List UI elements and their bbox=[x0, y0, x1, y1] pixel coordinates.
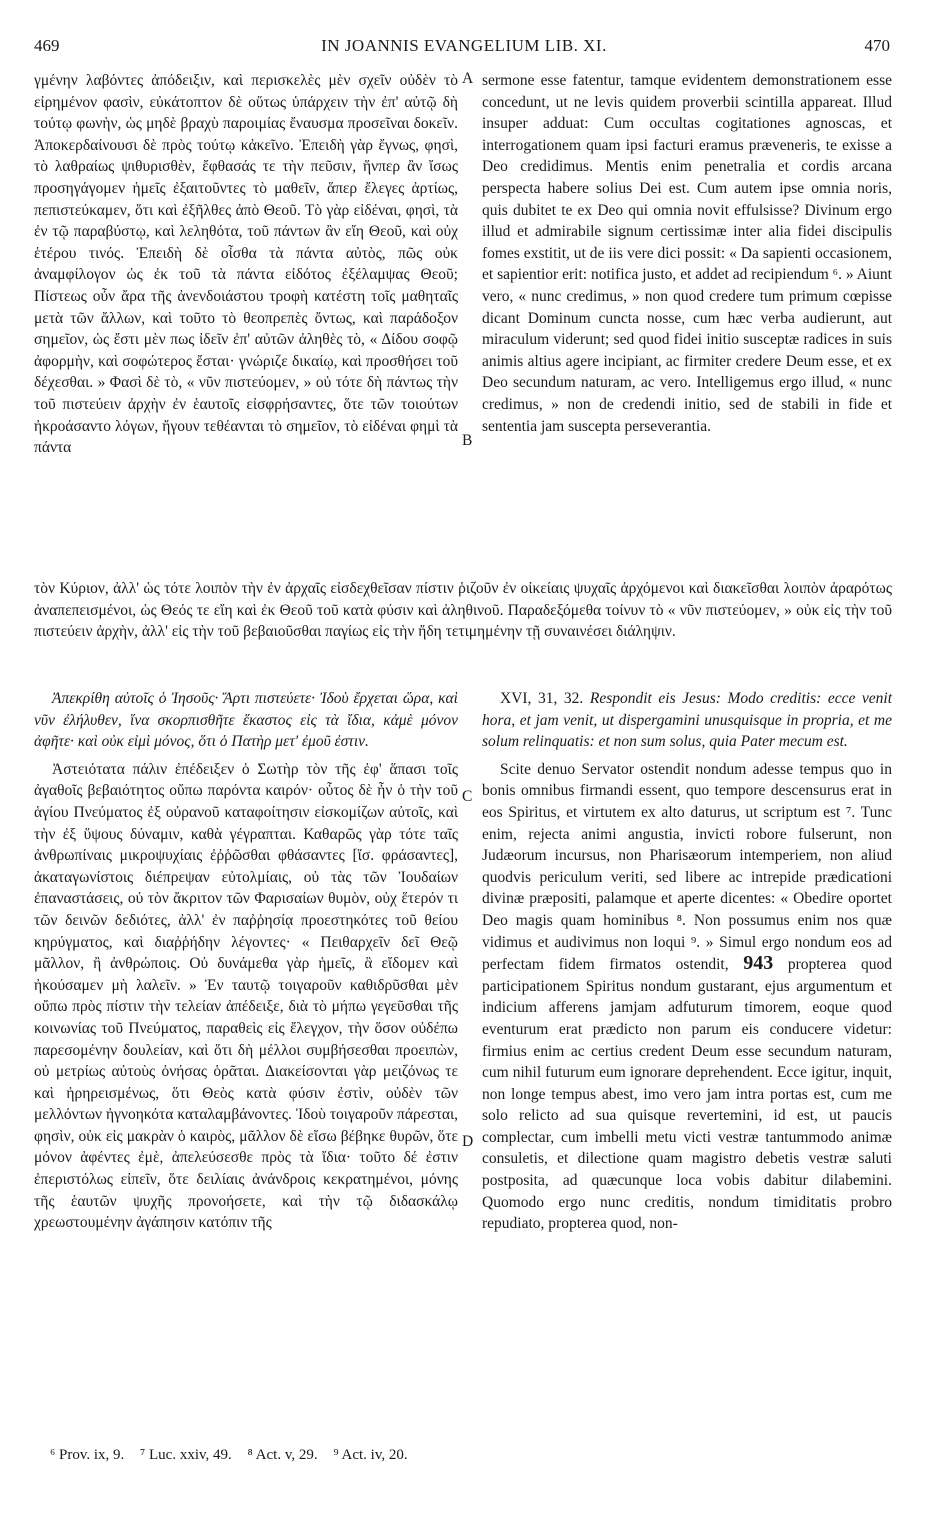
running-title: IN JOANNIS EVANGELIUM LIB. XI. bbox=[321, 36, 607, 55]
greek-lemma: Ἀπεκρίθη αὐτοῖς ὁ Ἰησοῦς· Ἄρτι πιστεύετε· Ἰδοὺ ἔρχεται ὥρα, καὶ νῦν ἐλήλυθεν, ἵνα σκορπισθῆτε ἕκαστος εἰς τὰ ἴδια, κἀμὲ μόνον ἀφῆτε· καὶ οὐκ εἰμὶ μόνος, ὅτι ὁ Πατὴρ μετ' ἐμοῦ ἐστιν. bbox=[34, 690, 458, 751]
latin-column-bottom bbox=[482, 688, 892, 1235]
latin-paragraph-2a: Scite denuo Servator ostendit nondum adesse tempus quo in bonis omnibus firmandi essent, quo tempore descensurus erat in eos Spiritus, et virtutem ex alto daturus, ut scriptum est ⁷. Tunc enim, rejecta animi angustia, invicti robore fulserunt, non Judæorum incursus, non Pharisæorum intemperiem, non aliud quodvis periculum veriti, sed libere ac intrepide prædicationi divinæ præpositi, palamque et aperte dicentes: « Obedire oportet Deo magis quam hominibus ⁸. Non possumus enim nos quæ vidimus et audivimus non loqui ⁹. » Simul ergo nondum eos ad perfectam fidem firmatos ostendit, bbox=[482, 760, 892, 974]
latin-paragraph-2b: propterea quod participationem Spiritus nondum gustarant, ejus argumentum et indicium afferens jamjam adfuturum timorem, eoque quod eventurum erat prædicto non parum eis conducere videtur: firmius enim ac certius credent Deum esse secundum naturam, cum nihil futurum eum ignorare deprehendent. Ecce igitur, inquit, non longe tempus abest, imo vero jam intra portas est, cum me solo relicto ad sua quisque revertemini, id est, ut paucis complectar, cum imbelli metu victi vestræ tantummodo animæ consuletis, et dilectione quam magistro debetis vestræ saluti postposita, ad quæcunque loca vobis dabitur dilabemini. Quomodo ergo nunc creditis, nondum timiditatis probro repudiato, propterea quod, non- bbox=[482, 956, 892, 1233]
latin-column-top bbox=[482, 70, 892, 437]
marker-b: B bbox=[462, 432, 473, 449]
greek-paragraph-2: Ἀστειότατα πάλιν ἐπέδειξεν ὁ Σωτὴρ τὸν τῆς ἐφ' ἅπασι τοῖς ἀγαθοῖς βεβαιότητος οὔπω παρόντα καιρόν· οὗτος δὲ ἦν ὁ τὴν τοῦ ἁγίου Πνεύματος ἐξ οὐρανοῦ καταφοίτησιν εἰσκομίζων αὐτοῖς, καὶ τὴν ἐξ ὕψους δύναμιν, καθὰ γέγραπται. Καθαρῶς γὰρ τότε ταῖς ἀνθρωπίναις μικροψυχίαις ἐῤῥῶσθαι φθάσαντες [ἴσ. φράσαντες], ἀκαταγωνίστοις διέπρεψαν εὐτολμίαις, οὐ τὰς τῶν Ἰουδαίων ἐπαναστάσεις, οὐ τὸν ἄκριτον τῶν Φαρισαίων θυμὸν, οὐχ ἕτερόν τι τῶν δεινῶν δεδιότες, ἀλλ' ἐν παῤῥησίᾳ προεστηκότες τοῦ θείου κηρύγματος, καὶ διαῤῥήδην λέγοντες· « Πειθαρχεῖν δεῖ Θεῷ μᾶλλον, ἢ ἀνθρώποις. Οὐ δυνάμεθα γὰρ ἡμεῖς, ἃ εἴδομεν καὶ ἠκούσαμεν μὴ λαλεῖν. » Ἐν ταυτῷ τοιγαροῦν καθιδρῦσθαι μὲν οὔπω πρὸς πίστιν τὴν τελείαν ἀπέδειξε, διὰ τὸ μήπω γεγεῦσθαι τῆς κοινωνίας τοῦ Πνεύματος, παραθεὶς εἰς ἔλεγχον, τὴν ὅσον οὐδέπω παρεσομένην δουλείαν, καὶ ὅτι δὴ μέλλοι συμβήσεσθαι προειπὼν, οὐ μετρίως αὐτοὺς ὀνήσας ὁρᾶται. Διακείσονται γὰρ μειζόνως τε καὶ ἠρηρεισμένως, ὅτι Θεὸς κατὰ φύσιν ἐστὶν, οὐδὲν τῶν μελλόντων ἠγνοηκότα καταλαμβάνοντες. Ἰδοὺ τοιγαροῦν πάρεσται, φησὶν, οὐκ εἰς μακρὰν ὁ καιρὸς, μᾶλλον δὲ εἴσω βέβηκε θυρῶν, ὅτε μόνον ἀφέντες ἐμὲ, ἀπελεύσεσθε πρὸς τὰ ἴδια· τοῦτο δέ ἐστιν ἐπεριστόλως εἰπεῖν, ὅτε δειλίαις ἀνάνδροις κεκρατημένοι, μόνης τῆς ἑαυτῶν ψυχῆς προνοήσετε, καὶ τὴν τῷ διδασκάλῳ χρεωστουμένην ἀγάπησιν κατόπιν τῆς bbox=[34, 760, 458, 1232]
greek-column-top bbox=[34, 70, 458, 459]
greek-fullwidth-block bbox=[34, 578, 892, 643]
latin-lemma bbox=[482, 688, 892, 753]
latin-lemma-text: Respondit eis Jesus: Modo creditis: ecce venit hora, et jam venit, ut dispergamini unusquisque in propria, et me solum relinquatis: et non sum solus, quia Pater mecum est. bbox=[482, 690, 893, 751]
latin-paragraph-1: sermone esse fatentur, tamque evidentem demonstrationem esse concedunt, ut ne levis quidem proverbii scintilla appareat. Illud insuper adduat: Cum occultas cogitationes agnoscas, et interrogationem quam ipsi facturi eramus præveneris, te exisse a Deo credidimus. Mentis enim penetralia et cordis arcana perspecta habere solius Dei est. Cum autem ipse omnia noris, quis dubitet te ex Deo qui omnia novit effulsisse? Divinum ergo illud et admirabile signum certissimæ inter alia fidei discipulis fomes exstitit, ut de iis vere dici possit: « Da sapienti occasionem, et sapientior erit: notifica justo, et addet ad recipiendum ⁶. » Aiunt vero, « nunc credimus, » non quod credere tum primum cœpisse dicant Dominum cuncta nosse, cum hæc verba audierunt, aut miraculum viderunt; sed quod fidei initio susceptæ radices in suis animis altius agere incipiant, ac firmiter credere Deum esse, et ex Deo secundum naturam, ac vero. Intelligemus ergo illud, « nunc credimus, » non de credendi initio, sed de stabili in fide et sententia jam suscepta perseverantia. bbox=[482, 72, 892, 435]
greek-paragraph-1: γμένην λαβόντες ἀπόδειξιν, καὶ περισκελὲς μὲν σχεῖν οὐδὲν τὸ εἰρημένον φασὶν, εὐκάτοπτον δὲ οὕτως ὑπάρχειν τὴν ἐπ' αὐτῷ δὴ τούτῳ φωνὴν, ὡς μηδὲ βραχὺ παροιμίας ἔναυσμα προσεῖναι δοκεῖν. Ἀποκερδαίνουσι δὲ πρὸς τούτῳ κἀκεῖνο. Ἐπειδὴ γὰρ ἔγνως, φησὶ, τὸ λαθραίως ψιθυρισθὲν, ἔφθασάς τε τὴν πεῦσιν, ἥνπερ ἂν ἴσως προσηγάγομεν ἡμεῖς ἐξαιτοῦντες τὸ μαθεῖν, ἅπερ ἔλεγες ἀρτίως, πεπιστεύκαμεν, ὅτι καὶ ἐξῆλθες ἀπὸ Θεοῦ. Τὸ γὰρ εἰδέναι, φησὶ, τὰ ἐν τῷ παραβύστῳ, καὶ λεληθότα, τοῦ πάντων ἂν εἴη Θεοῦ, καὶ οὐχ ἑτέρου τινός. Ἐπειδὴ δὲ οἶσθα τὰ πάντα αὐτὸς, πῶς οὐκ ἀναμφίλογον ὡς ἐκ τοῦ τὰ πάντα εἰδότος ἐξέλαμψας Θεοῦ; Πίστεως οὖν ἄρα τῆς ἀνενδοιάστου τροφὴ κατέστη τοῖς μαθηταῖς μετὰ τῶν ἄλλων, καὶ τοῦτο τὸ θεοπρεπὲς ὄντως, καὶ παράδοξον σημεῖον, ὡς ἔστι μὲν πως ἰδεῖν ἐπ' αὐτῶν ἀληθὲς τὸ, « Δίδου σοφῷ ἀφορμὴν, καὶ σοφώτερος ἔσται· γνώριζε δικαίῳ, καὶ προσθήσει τοῦ δέχεσθαι. » Φασὶ δὲ τὸ, « νῦν πιστεύομεν, » οὐ τότε δὴ πάντως τὴν τοῦ πιστεύειν ἀρχὴν ἐν ἑαυτοῖς εἰσφρήσαντες, ὅτε τῶν τοιούτων ἠκροάσαντο λόγων, ἤγουν τεθέανται τὸ σημεῖον, τὸ εἰδέναι φημὶ τὰ πάντα bbox=[34, 72, 458, 457]
footnotes bbox=[50, 1447, 890, 1464]
greek-column-bottom bbox=[34, 688, 458, 1234]
footnote: ⁶ Prov. ix, 9. bbox=[50, 1447, 125, 1463]
running-header bbox=[0, 36, 928, 56]
marker-d: D bbox=[462, 1133, 474, 1150]
page-number-right: 470 bbox=[864, 36, 890, 55]
marker-a: A bbox=[462, 70, 474, 87]
latin-paragraph-2 bbox=[482, 759, 892, 1235]
footnote: ⁸ Act. v, 29. bbox=[247, 1447, 318, 1463]
greek-fullwidth-paragraph: τὸν Κύριον, ἀλλ' ὡς τότε λοιπὸν τὴν ἐν ἀρχαῖς εἰσδεχθεῖσαν πίστιν ῥιζοῦν ἐν οἰκείαις ψυχαῖς ἀρχόμενοι καὶ διακεῖσθαι λοιπὸν ἀραρότως ἀναπεπεισμένοι, ὡς Θεός τε εἴη καὶ ἐκ Θεοῦ τοῦ κατὰ φύσιν καὶ ἀληθινοῦ. Παραδεξόμεθα τοίνυν τὸ « νῦν πιστεύομεν, » οὐκ εἰς τὴν τοῦ πιστεύειν ἀρχὴν, ἀλλ' εἰς τὴν τοῦ βεβαιοῦσθαι παγίως εἰς τὴν ἤδη τετιμημένην τῇ συναινέσει διάληψιν. bbox=[34, 580, 892, 641]
latin-lemma-reference: XVI, 31, 32. bbox=[500, 690, 584, 707]
footnote: ⁷ Luc. xxiv, 49. bbox=[140, 1447, 232, 1463]
footnote: ⁹ Act. iv, 20. bbox=[333, 1447, 408, 1463]
column-number: 943 bbox=[743, 952, 774, 975]
marker-c: C bbox=[462, 788, 473, 805]
page-number-left: 469 bbox=[34, 36, 60, 55]
